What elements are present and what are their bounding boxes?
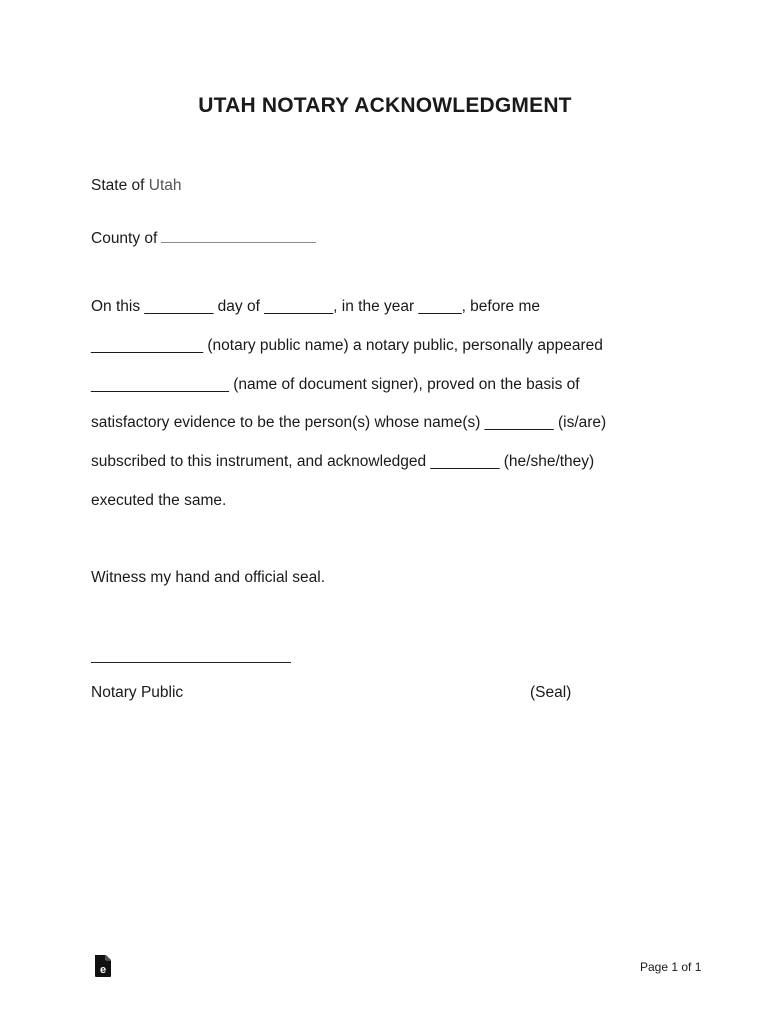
document-title: UTAH NOTARY ACKNOWLEDGMENT (198, 94, 572, 117)
seal-label: (Seal) (530, 684, 572, 701)
body-line-6: executed the same. (91, 492, 227, 509)
state-label: State of (91, 177, 145, 194)
signature-line[interactable] (91, 662, 291, 663)
county-blank[interactable] (161, 241, 316, 243)
state-value: Utah (148, 177, 182, 194)
body-line-3: ________________ (name of document signer), proved on the basis of (91, 376, 580, 393)
body-line-1: On this ________ day of ________, in the year _____, before me (91, 298, 540, 315)
body-line-2: _____________ (notary public name) a notary public, personally appeared (91, 337, 603, 354)
svg-text:e: e (99, 964, 107, 976)
body-line-5: subscribed to this instrument, and acknowledged ________ (he/she/they) (91, 453, 595, 470)
state-line (91, 177, 182, 195)
witness-statement: Witness my hand and official seal. (91, 569, 326, 586)
county-line (91, 230, 316, 248)
body-line-4: satisfactory evidence to be the person(s) whose name(s) ________ (is/are) (91, 414, 607, 431)
county-label: County of (91, 230, 158, 247)
notary-public-label: Notary Public (91, 684, 184, 701)
eforms-logo-icon (93, 954, 113, 978)
page-number: Page 1 of 1 (640, 960, 702, 974)
